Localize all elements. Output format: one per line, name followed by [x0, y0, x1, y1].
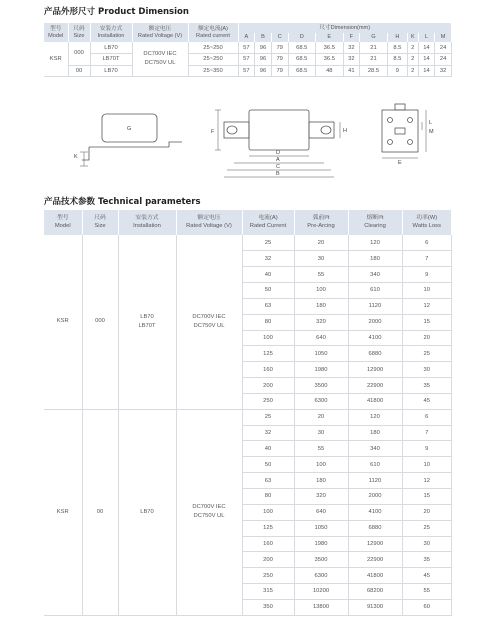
clearing-cell: 12900 — [348, 536, 402, 552]
dim-header-dimension: 尺寸Dimension(mm) — [238, 23, 452, 33]
dim-value: 2 — [408, 54, 419, 66]
pre-arcing-cell: 6300 — [294, 568, 348, 584]
tech-header-clearing: 熔断I²t Clearing — [348, 210, 402, 235]
dim-label-m: M — [429, 129, 434, 135]
rated-current-cell: 50 — [242, 283, 294, 299]
dim-model-cell: KSR — [44, 42, 68, 77]
pre-arcing-cell: 13800 — [294, 599, 348, 615]
dim-current-cell: 25~250 — [188, 42, 238, 54]
clearing-cell: 1120 — [348, 473, 402, 489]
tech-table-body — [44, 235, 452, 615]
tech-voltage-cell: DC700V IEC DC750V UL — [176, 235, 242, 409]
dim-label-l: L — [429, 120, 433, 126]
dim-header-rated-current: 额定电流(A) Rated current — [188, 23, 238, 42]
dim-row — [44, 65, 452, 77]
tech-model-cell: KSR — [44, 235, 82, 409]
watts-loss-cell: 7 — [402, 425, 452, 441]
clearing-cell: 4100 — [348, 330, 402, 346]
dim-value: 21 — [360, 42, 388, 54]
dim-value: 32 — [343, 54, 360, 66]
dim-installation-cell: LB70 — [90, 65, 132, 77]
clearing-cell: 41800 — [348, 393, 402, 409]
dim-letter-g: G — [360, 33, 388, 42]
dim-size-cell: 000 — [68, 42, 90, 65]
clearing-cell: 610 — [348, 457, 402, 473]
dim-label-d: D — [276, 150, 280, 156]
dim-label-f: F — [211, 129, 215, 135]
rated-current-cell: 40 — [242, 267, 294, 283]
rated-current-cell: 25 — [242, 409, 294, 425]
dim-header-installation: 安装方式 Installation — [90, 23, 132, 42]
dim-row — [44, 54, 452, 66]
dim-value: 28.5 — [360, 65, 388, 77]
pre-arcing-cell: 320 — [294, 489, 348, 505]
tech-header-pre-arcing: 弧前I²t Pre-Arcing — [294, 210, 348, 235]
dim-letter-k: K — [408, 33, 419, 42]
pre-arcing-cell: 3500 — [294, 552, 348, 568]
pre-arcing-cell: 320 — [294, 314, 348, 330]
dim-value: 24 — [435, 54, 452, 66]
dim-value: 79 — [271, 54, 288, 66]
watts-loss-cell: 55 — [402, 584, 452, 600]
clearing-cell: 12900 — [348, 362, 402, 378]
dim-value: 68.5 — [288, 54, 316, 66]
clearing-cell: 91300 — [348, 599, 402, 615]
dim-letter-b: B — [255, 33, 272, 42]
dim-label-c: C — [276, 164, 280, 170]
dim-letter-l: L — [418, 33, 435, 42]
rated-current-cell: 100 — [242, 504, 294, 520]
rated-current-cell: 125 — [242, 520, 294, 536]
dim-letter-h: H — [387, 33, 407, 42]
pre-arcing-cell: 20 — [294, 409, 348, 425]
dim-label-e: E — [398, 160, 402, 166]
tech-header-size: 尺码 Size — [82, 210, 118, 235]
front-view-drawing — [211, 110, 347, 177]
dim-value: 2 — [408, 65, 419, 77]
pre-arcing-cell: 640 — [294, 504, 348, 520]
rated-current-cell: 160 — [242, 362, 294, 378]
tech-size-cell: 00 — [82, 409, 118, 615]
fuse-dimension-drawings — [44, 92, 452, 192]
watts-loss-cell: 6 — [402, 409, 452, 425]
pre-arcing-cell: 10200 — [294, 584, 348, 600]
dim-label-g: G — [127, 126, 132, 132]
dim-value: 96 — [255, 42, 272, 54]
pre-arcing-cell: 6300 — [294, 393, 348, 409]
pre-arcing-cell: 3500 — [294, 378, 348, 394]
dimension-table — [44, 23, 452, 77]
dim-letter-e: E — [316, 33, 344, 42]
clearing-cell: 120 — [348, 409, 402, 425]
watts-loss-cell: 25 — [402, 346, 452, 362]
dim-letter-d: D — [288, 33, 316, 42]
dim-value: 48 — [316, 65, 344, 77]
tech-section-title: 产品技术参数 Technical parameters — [44, 197, 201, 207]
tech-voltage-cell: DC700V IEC DC750V UL — [176, 409, 242, 615]
tech-parameters-table — [44, 210, 452, 616]
table-row — [44, 235, 452, 251]
dim-value: 57 — [238, 42, 255, 54]
pre-arcing-cell: 1980 — [294, 362, 348, 378]
watts-loss-cell: 15 — [402, 314, 452, 330]
pre-arcing-cell: 30 — [294, 251, 348, 267]
dimension-section-title: 产品外形尺寸 Product Dimension — [44, 7, 189, 17]
dim-value: 9 — [387, 65, 407, 77]
pre-arcing-cell: 180 — [294, 298, 348, 314]
watts-loss-cell: 7 — [402, 251, 452, 267]
clearing-cell: 68200 — [348, 584, 402, 600]
pre-arcing-cell: 100 — [294, 457, 348, 473]
dim-value: 57 — [238, 54, 255, 66]
dim-value: 57 — [238, 65, 255, 77]
dim-value: 21 — [360, 54, 388, 66]
pre-arcing-cell: 100 — [294, 283, 348, 299]
rated-current-cell: 200 — [242, 552, 294, 568]
tech-header-rated-voltage: 额定电压 Rated Voltage (V) — [176, 210, 242, 235]
watts-loss-cell: 12 — [402, 473, 452, 489]
clearing-cell: 22900 — [348, 552, 402, 568]
pre-arcing-cell: 640 — [294, 330, 348, 346]
pre-arcing-cell: 1980 — [294, 536, 348, 552]
dim-header-size: 尺码 Size — [68, 23, 90, 42]
watts-loss-cell: 60 — [402, 599, 452, 615]
rated-current-cell: 125 — [242, 346, 294, 362]
clearing-cell: 120 — [348, 235, 402, 251]
dim-value: 68.5 — [288, 65, 316, 77]
dim-installation-cell: LB70 — [90, 42, 132, 54]
rated-current-cell: 63 — [242, 298, 294, 314]
watts-loss-cell: 30 — [402, 536, 452, 552]
clearing-cell: 340 — [348, 267, 402, 283]
dim-label-b: B — [276, 171, 280, 177]
dim-value: 14 — [418, 54, 435, 66]
watts-loss-cell: 35 — [402, 378, 452, 394]
rated-current-cell: 315 — [242, 584, 294, 600]
dim-label-k: K — [74, 154, 78, 160]
rated-current-cell: 80 — [242, 314, 294, 330]
dim-letter-f: F — [343, 33, 360, 42]
dim-value: 2 — [408, 42, 419, 54]
watts-loss-cell: 20 — [402, 330, 452, 346]
rated-current-cell: 160 — [242, 536, 294, 552]
dim-value: 14 — [418, 65, 435, 77]
dim-value: 79 — [271, 65, 288, 77]
clearing-cell: 22900 — [348, 378, 402, 394]
pre-arcing-cell: 20 — [294, 235, 348, 251]
dim-letter-c: C — [271, 33, 288, 42]
dim-value: 36.5 — [316, 42, 344, 54]
dim-value: 41 — [343, 65, 360, 77]
watts-loss-cell: 9 — [402, 267, 452, 283]
pre-arcing-cell: 1050 — [294, 346, 348, 362]
watts-loss-cell: 30 — [402, 362, 452, 378]
table-row — [44, 409, 452, 425]
dim-header-rated-voltage: 额定电压 Rated Voltage (V) — [132, 23, 188, 42]
watts-loss-cell: 20 — [402, 504, 452, 520]
clearing-cell: 1120 — [348, 298, 402, 314]
dim-row — [44, 42, 452, 54]
clearing-cell: 610 — [348, 283, 402, 299]
tech-model-cell: KSR — [44, 409, 82, 615]
dim-value: 36.5 — [316, 54, 344, 66]
watts-loss-cell: 25 — [402, 520, 452, 536]
tech-header-rated-current: 电流(A) Rated Current — [242, 210, 294, 235]
tech-header-installation: 安装方式 Installation — [118, 210, 176, 235]
dim-value: 96 — [255, 54, 272, 66]
watts-loss-cell: 10 — [402, 283, 452, 299]
clearing-cell: 2000 — [348, 314, 402, 330]
clearing-cell: 2000 — [348, 489, 402, 505]
end-view-drawing — [382, 104, 434, 166]
rated-current-cell: 40 — [242, 441, 294, 457]
rated-current-cell: 80 — [242, 489, 294, 505]
watts-loss-cell: 12 — [402, 298, 452, 314]
rated-current-cell: 200 — [242, 378, 294, 394]
clearing-cell: 180 — [348, 251, 402, 267]
rated-current-cell: 350 — [242, 599, 294, 615]
dim-header-model: 型号 Model — [44, 23, 68, 42]
pre-arcing-cell: 55 — [294, 441, 348, 457]
tech-installation-cell: LB70 LB70T — [118, 235, 176, 409]
dim-voltage-cell: DC700V IEC DC750V UL — [132, 42, 188, 77]
rated-current-cell: 250 — [242, 568, 294, 584]
clearing-cell: 6880 — [348, 520, 402, 536]
pre-arcing-cell: 30 — [294, 425, 348, 441]
dim-value: 96 — [255, 65, 272, 77]
dim-label-a: A — [276, 157, 280, 163]
pre-arcing-cell: 1050 — [294, 520, 348, 536]
rated-current-cell: 25 — [242, 235, 294, 251]
rated-current-cell: 50 — [242, 457, 294, 473]
dim-label-h: H — [343, 128, 347, 134]
rated-current-cell: 63 — [242, 473, 294, 489]
clearing-cell: 41800 — [348, 568, 402, 584]
watts-loss-cell: 9 — [402, 441, 452, 457]
clearing-cell: 340 — [348, 441, 402, 457]
dim-letter-m: M — [435, 33, 452, 42]
dim-value: 8.5 — [387, 54, 407, 66]
dim-value: 14 — [418, 42, 435, 54]
dim-value: 8.5 — [387, 42, 407, 54]
dim-current-cell: 25~250 — [188, 54, 238, 66]
tech-installation-cell: LB70 — [118, 409, 176, 615]
rated-current-cell: 32 — [242, 425, 294, 441]
dim-value: 32 — [343, 42, 360, 54]
watts-loss-cell: 35 — [402, 552, 452, 568]
dim-value: 79 — [271, 42, 288, 54]
watts-loss-cell: 45 — [402, 568, 452, 584]
tech-header-watts-loss: 功率(W) Watts Loss — [402, 210, 452, 235]
tech-header-model: 型号 Model — [44, 210, 82, 235]
side-view-drawing — [74, 114, 182, 166]
rated-current-cell: 100 — [242, 330, 294, 346]
rated-current-cell: 250 — [242, 393, 294, 409]
clearing-cell: 180 — [348, 425, 402, 441]
dim-value: 68.5 — [288, 42, 316, 54]
watts-loss-cell: 10 — [402, 457, 452, 473]
dim-value: 32 — [435, 65, 452, 77]
dim-installation-cell: LB70T — [90, 54, 132, 66]
dim-value: 24 — [435, 42, 452, 54]
pre-arcing-cell: 180 — [294, 473, 348, 489]
dim-current-cell: 25~350 — [188, 65, 238, 77]
rated-current-cell: 32 — [242, 251, 294, 267]
watts-loss-cell: 6 — [402, 235, 452, 251]
watts-loss-cell: 15 — [402, 489, 452, 505]
pre-arcing-cell: 55 — [294, 267, 348, 283]
watts-loss-cell: 45 — [402, 393, 452, 409]
clearing-cell: 6880 — [348, 346, 402, 362]
dim-size-cell: 00 — [68, 65, 90, 77]
tech-size-cell: 000 — [82, 235, 118, 409]
clearing-cell: 4100 — [348, 504, 402, 520]
dim-letter-a: A — [238, 33, 255, 42]
